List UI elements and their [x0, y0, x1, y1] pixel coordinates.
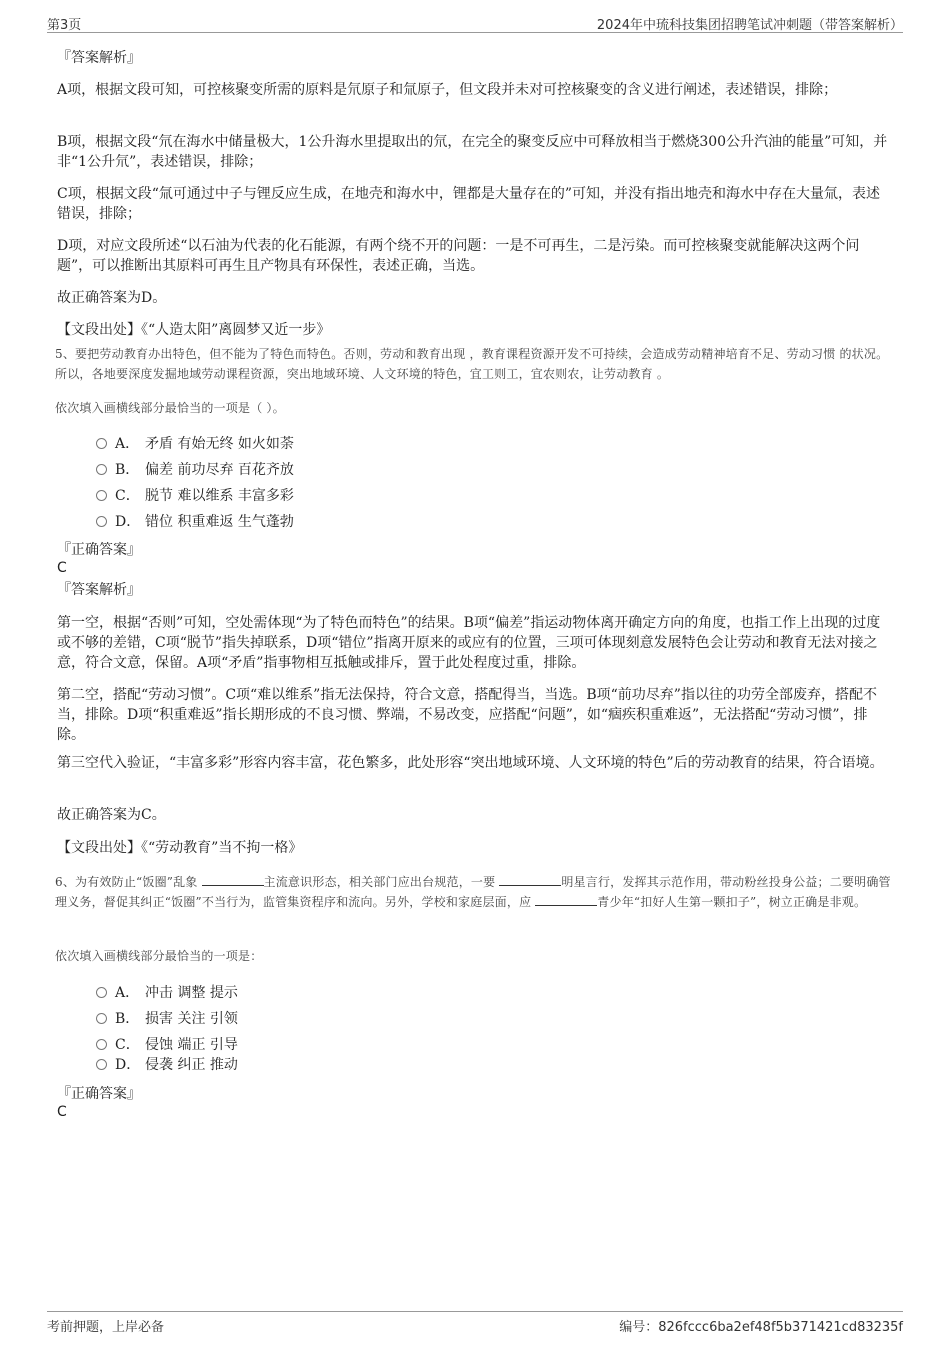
q4-analysis-b: B项，根据文段“氘在海水中储量极大，1公升海水里提取出的氘，在完全的聚变反应中可释放相当于燃烧300公升汽油的能量”可知，并非“1公升氘”，表述错误，排除；: [57, 134, 888, 170]
q5-correct-heading: 『正确答案』: [57, 542, 141, 558]
option-text: 偏差 前功尽弃 百花齐放: [145, 462, 294, 478]
radio-icon[interactable]: [96, 987, 107, 998]
q4-analysis-c: C项，根据文段“氚可通过中子与锂反应生成，在地壳和海水中，锂都是大量存在的”可知，并没有指出地壳和海水中存在大量氚，表述错误，排除；: [57, 186, 881, 222]
document-code-label: 编号：: [619, 1320, 659, 1335]
option-text: 侵袭 纠正 推动: [145, 1057, 238, 1073]
page-footer: [47, 1311, 903, 1336]
option-letter: C．: [115, 1037, 140, 1053]
option-text: 冲击 调整 提示: [145, 985, 238, 1001]
q5-analysis-heading: 『答案解析』: [57, 582, 141, 598]
option-letter: D．: [115, 1057, 141, 1073]
q6-blank-1: [202, 873, 264, 886]
q4-conclusion: 故正确答案为D。: [57, 290, 167, 306]
radio-icon[interactable]: [96, 438, 107, 449]
q4-analysis-a: A项，根据文段可知，可控核聚变所需的原料是氘原子和氚原子，但文段并未对可控核聚变的含义进行阐述，表述错误，排除；: [57, 82, 838, 98]
q4-source: 【文段出处】《“人造太阳”离圆梦又近一步》: [57, 322, 331, 338]
document-code: [619, 1316, 903, 1335]
footer-slogan: 考前押题，上岸必备: [47, 1320, 165, 1335]
option-text: 损害 关注 引领: [145, 1011, 238, 1027]
option-letter: B．: [115, 462, 140, 478]
radio-icon[interactable]: [96, 1059, 107, 1070]
q5-option-c[interactable]: [96, 486, 294, 506]
q5-option-b[interactable]: [96, 460, 294, 480]
option-text: 侵蚀 端正 引导: [145, 1037, 238, 1053]
q6-blank-2: [499, 873, 561, 886]
radio-icon[interactable]: [96, 490, 107, 501]
q5-conclusion: 故正确答案为C。: [57, 807, 166, 823]
q5-stem: 5、要把劳动教育办出特色，但不能为了特色而特色。否则，劳动和教育出现 ，教育课程资源开发不可持续，会造成劳动精神培育不足、劳动习惯 的状况。所以，各地要深度发掘地域劳动课程资源，突出地域环境、人文环境的特色，宜工则工，宜农则农，让劳动教育 。: [55, 347, 889, 381]
q5-source: 【文段出处】《“劳动教育”当不拘一格》: [57, 840, 303, 856]
radio-icon[interactable]: [96, 1039, 107, 1050]
q6-stem-part-1: 6、为有效防止“饭圈”乱象: [55, 875, 202, 889]
q6-stem: [55, 872, 900, 912]
q6-prompt: 依次填入画横线部分最恰当的一项是：: [55, 949, 263, 963]
q6-stem-part-2: 主流意识形态，相关部门应出台规范，一要: [263, 875, 500, 889]
page-number: 第3页: [47, 18, 82, 33]
option-letter: A．: [115, 985, 140, 1001]
option-text: 脱节 难以维系 丰富多彩: [145, 488, 294, 504]
q5-analysis-1: 第一空，根据“否则”可知，空处需体现“为了特色而特色”的结果。B项“偏差”指运动物体离开确定方向的角度，也指工作上出现的过度或不够的差错，C项“脱节”指失掉联系，D项“错位”指离开原来的或应有的位置，三项可体现刻意发展特色会让劳动和教育无法对接之意，符合文意，保留。A项“矛盾”指事物相互抵触或排斥，置于此处程度过重，排除。: [57, 615, 881, 671]
q6-correct-heading: 『正确答案』: [57, 1086, 141, 1102]
q5-analysis-2: 第二空，搭配“劳动习惯”。C项“难以维系”指无法保持，符合文意，搭配得当，当选。B项“前功尽弃”指以往的功劳全部废弃，搭配不当，排除。D项“积重难返”指长期形成的不良习惯、弊端，不易改变，应搭配“问题”，如“痼疾积重难返”，无法搭配“劳动习惯”，排除。: [57, 687, 877, 743]
q6-option-d[interactable]: [96, 1055, 238, 1075]
option-letter: B．: [115, 1011, 140, 1027]
q6-option-a[interactable]: [96, 983, 238, 1003]
q6-stem-part-3: 明星言行，发挥其示范作用，带动粉丝投身公益；二要明确管理义务，督促其纠正“饭圈”不当行为，监管集资程序和流向。另外，学校和家庭层面，应: [55, 875, 891, 909]
q6-blank-3: [535, 893, 597, 906]
radio-icon[interactable]: [96, 516, 107, 527]
q5-correct-answer: C: [57, 560, 67, 576]
q5-prompt: 依次填入画横线部分最恰当的一项是（ ）。: [55, 401, 285, 415]
q5-option-d[interactable]: [96, 512, 294, 532]
q5-option-a[interactable]: [96, 434, 294, 454]
q4-analysis-d: D项，对应文段所述“以石油为代表的化石能源，有两个绕不开的问题：一是不可再生，二是污染。而可控核聚变就能解决这两个问题”，可以推断出其原料可再生且产物具有环保性，表述正确，当选。: [57, 238, 860, 274]
option-letter: C．: [115, 488, 140, 504]
q6-correct-answer: C: [57, 1104, 67, 1120]
q6-option-c[interactable]: [96, 1035, 238, 1055]
option-text: 矛盾 有始无终 如火如荼: [145, 436, 294, 452]
document-code-value: 826fccc6ba2ef48f5b371421cd83235f: [658, 1320, 903, 1335]
document-title: 2024年中琉科技集团招聘笔试冲刺题（带答案解析）: [596, 18, 903, 33]
option-text: 错位 积重难返 生气蓬勃: [145, 514, 294, 530]
q6-stem-part-4: 青少年“扣好人生第一颗扣子”，树立正确是非观。: [597, 895, 867, 909]
page-header: [47, 12, 903, 33]
q4-analysis-heading: 『答案解析』: [57, 50, 141, 66]
radio-icon[interactable]: [96, 1013, 107, 1024]
q5-analysis-3: 第三空代入验证，“丰富多彩”形容内容丰富，花色繁多，此处形容“突出地域环境、人文环境的特色”后的劳动教育的结果，符合语境。: [57, 755, 884, 771]
option-letter: A．: [115, 436, 140, 452]
option-letter: D．: [115, 514, 141, 530]
radio-icon[interactable]: [96, 464, 107, 475]
q6-option-b[interactable]: [96, 1009, 238, 1029]
